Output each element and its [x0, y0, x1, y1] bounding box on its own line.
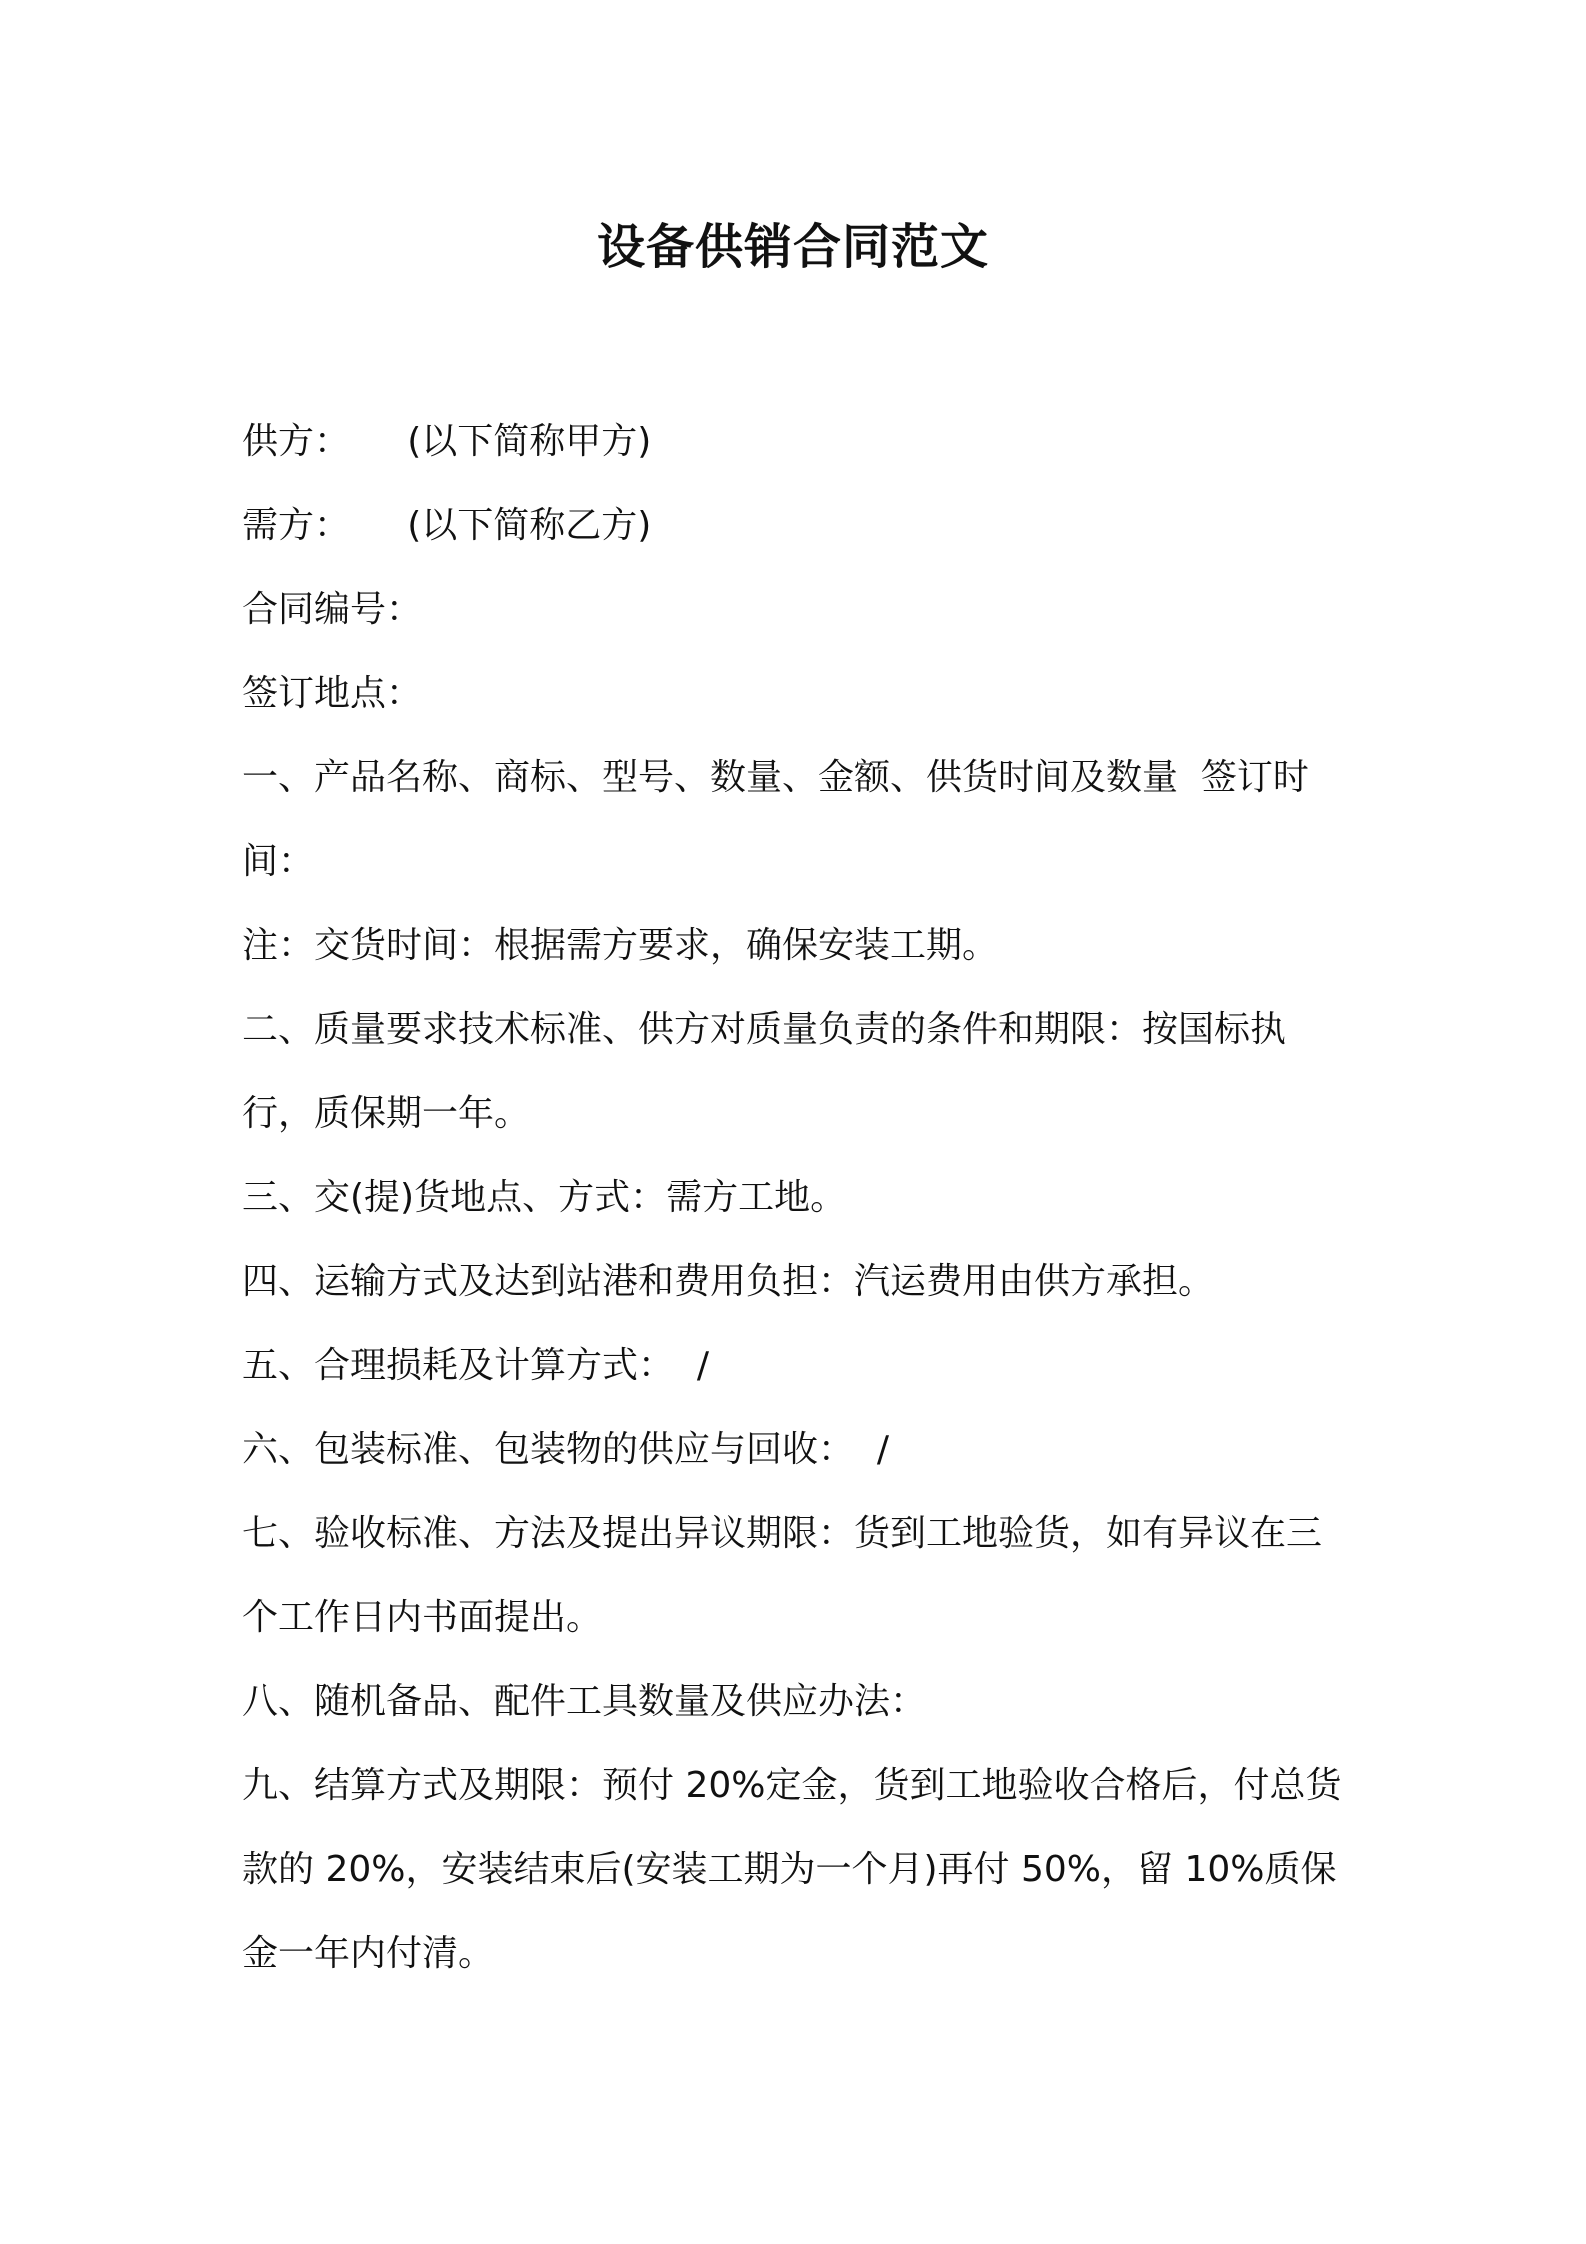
paragraph-clause-3: 三、交(提)货地点、方式：需方工地。 — [242, 1177, 847, 1218]
paragraph-clause-2: 二、质量要求技术标准、供方对质量负责的条件和期限：按国标执行，质保期一年。 — [242, 1009, 1287, 1134]
paragraph-supplier: 供方： (以下简称甲方) — [242, 421, 652, 462]
paragraph-contract-number: 合同编号： — [242, 589, 423, 630]
paragraph-clause-7: 七、验收标准、方法及提出异议期限：货到工地验货，如有异议在三个工作日内书面提出。 — [242, 1513, 1323, 1638]
document-body — [242, 400, 1352, 1996]
document-title: 设备供销合同范文 — [596, 219, 989, 275]
paragraph-buyer: 需方： (以下简称乙方) — [242, 505, 652, 546]
paragraph-note: 注：交货时间：根据需方要求，确保安装工期。 — [242, 925, 999, 966]
paragraph-signing-place: 签订地点： — [242, 673, 423, 714]
paragraph-clause-9: 九、结算方式及期限：预付 20%定金，货到工地验收合格后，付总货款的 20%，安装结束后(安装工期为一个月)再付 50%，留 10%质保金一年内付清。 — [242, 1765, 1342, 1974]
paragraph-clause-4: 四、运输方式及达到站港和费用负担：汽运费用由供方承担。 — [242, 1261, 1215, 1302]
paragraph-clause-6: 六、包装标准、包装物的供应与回收： / — [242, 1429, 890, 1470]
paragraph-clause-5: 五、合理损耗及计算方式： / — [242, 1345, 710, 1386]
paragraph-clause-1: 一、产品名称、商标、型号、数量、金额、供货时间及数量 签订时间： — [242, 757, 1309, 882]
paragraph-clause-8: 八、随机备品、配件工具数量及供应办法： — [242, 1681, 927, 1722]
